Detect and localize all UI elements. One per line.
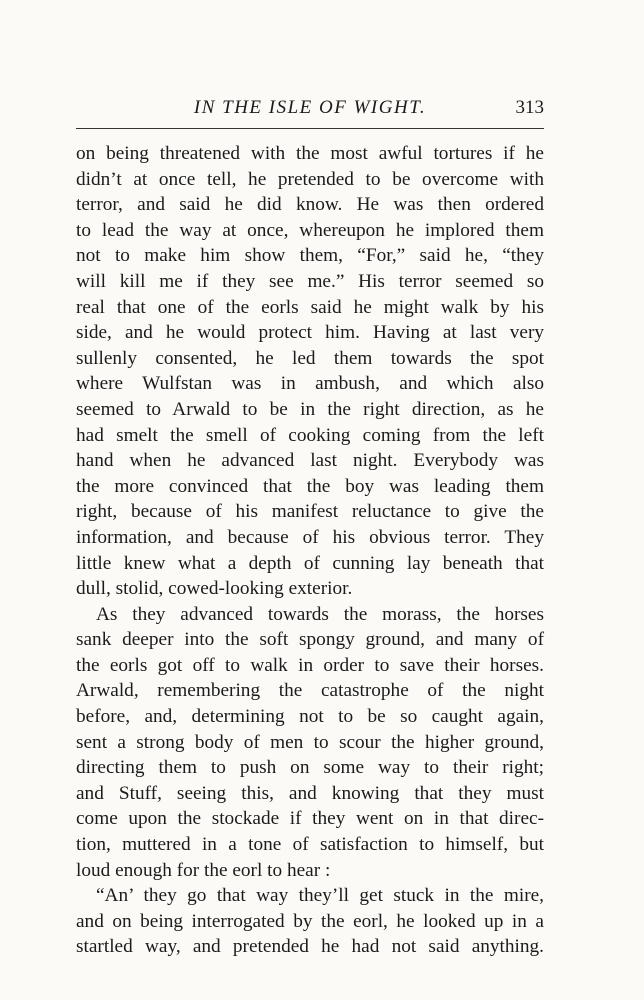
body-text (76, 141, 544, 960)
text-line: on being threatened with the most awful tortures if he (76, 143, 544, 164)
text-line: terror, and said he did know. He was then ordered (76, 194, 544, 216)
text-line: the eorls got off to walk in order to save their horses. (76, 654, 544, 676)
text-line: right, because of his manifest reluctance to give the (76, 501, 544, 523)
header-rule (76, 128, 544, 129)
text-line: dull, stolid, cowed-looking exterior. (76, 578, 353, 600)
paragraph (76, 141, 544, 602)
text-line: to lead the way at once, whereupon he implored them (76, 219, 544, 241)
text-line: seemed to Arwald to be in the right direction, as he (76, 398, 544, 420)
running-title: IN THE ISLE OF WIGHT. (193, 97, 427, 118)
text-line: Arwald, remembering the catastrophe of the night (76, 680, 544, 702)
text-line: “An’ they go that way they’ll get stuck in the mire, (96, 885, 544, 907)
paragraph (76, 883, 544, 960)
text-line: and Stuff, seeing this, and knowing that they must (76, 782, 544, 804)
text-line: directing them to push on some way to their right; (76, 757, 544, 779)
paragraph (76, 602, 544, 884)
text-line: didn’t at once tell, he pretended to be overcome with (76, 168, 544, 190)
text-line: not to make him show them, “For,” said he, “they (76, 245, 544, 267)
text-line: sullenly consented, he led them towards the spot (76, 347, 544, 369)
page-number: 313 (515, 97, 544, 118)
text-line: and on being interrogated by the eorl, he looked up in a (76, 910, 544, 932)
text-line: come upon the stockade if they went on in that direc- (76, 808, 544, 830)
text-line: before, and, determining not to be so caught again, (76, 706, 544, 728)
text-line: As they advanced towards the morass, the horses (96, 603, 544, 625)
text-line: the more convinced that the boy was leading them (76, 475, 544, 497)
text-line: tion, muttered in a tone of satisfaction to himself, but (76, 834, 544, 856)
text-line: loud enough for the eorl to hear : (76, 859, 331, 881)
text-line: information, and because of his obvious terror. They (76, 526, 544, 548)
text-line: sank deeper into the soft spongy ground, and many of (76, 629, 544, 651)
text-line: where Wulfstan was in ambush, and which also (76, 373, 544, 395)
text-line: had smelt the smell of cooking coming from the left (76, 424, 544, 446)
text-line: sent a strong body of men to scour the higher ground, (76, 731, 544, 753)
text-line: hand when he advanced last night. Everybody was (76, 450, 544, 472)
text-line: side, and he would protect him. Having at last very (76, 322, 544, 344)
text-line: startled way, and pretended he had not said anything. (76, 936, 544, 958)
text-line: will kill me if they see me.” His terror seemed so (76, 270, 544, 292)
text-line: little knew what a depth of cunning lay beneath that (76, 552, 544, 574)
text-line: real that one of the eorls said he might walk by his (76, 296, 544, 318)
